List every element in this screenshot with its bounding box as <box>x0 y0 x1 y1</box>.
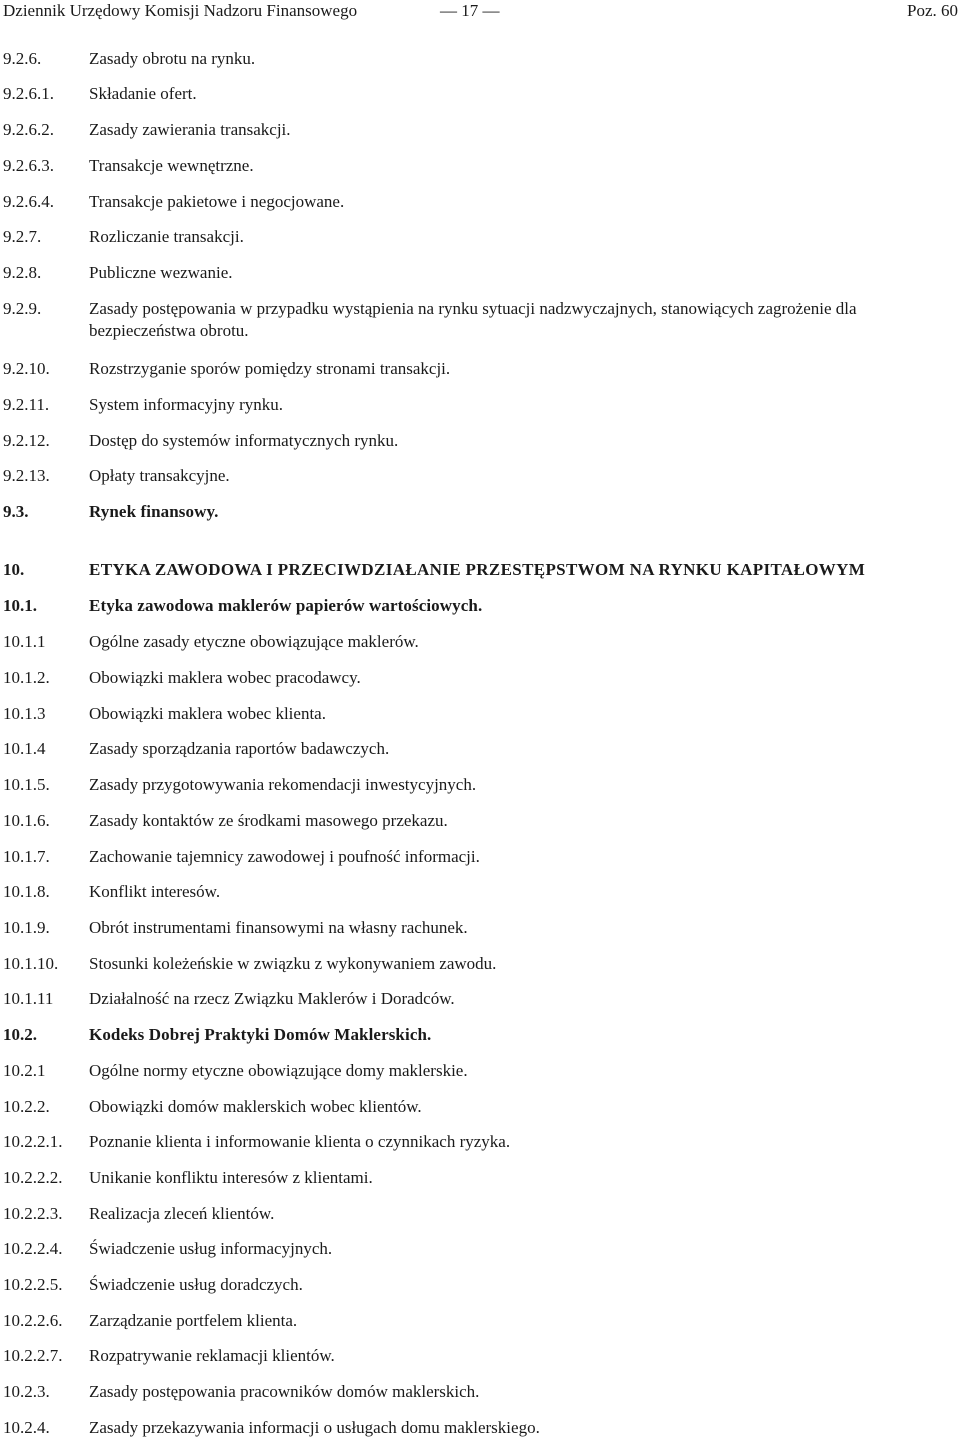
toc-entry-title: Transakcje wewnętrzne. <box>89 156 254 175</box>
toc-entry-number: 10.1.6. <box>3 811 50 830</box>
toc-entry-number: 9.2.6.1. <box>3 84 54 103</box>
toc-entry-title: Zasady obrotu na rynku. <box>89 49 256 68</box>
toc-entry-title: Zasady kontaktów ze środkami masowego przekazu. <box>89 811 448 830</box>
toc-entry-title: Świadczenie usług informacyjnych. <box>89 1239 333 1258</box>
toc-entry-number: 10.1.10. <box>3 954 59 973</box>
toc-entry-title: Zasady przekazywania informacji o usługach domu maklerskiego. <box>89 1418 540 1437</box>
toc-entry-number: 10. <box>3 560 25 579</box>
toc-entry-title: Realizacja zleceń klientów. <box>89 1204 275 1223</box>
toc-entry-title: Rozstrzyganie sporów pomiędzy stronami transakcji. <box>89 359 451 378</box>
toc-entry-title: System informacyjny rynku. <box>89 395 284 414</box>
toc-entry-title: Składanie ofert. <box>89 84 197 103</box>
toc-entry-title: Zasady postępowania pracowników domów maklerskich. <box>89 1382 480 1401</box>
toc-entry-title: Transakcje pakietowe i negocjowane. <box>89 192 345 211</box>
toc-entry-number: 9.2.9. <box>3 299 42 318</box>
toc-entry-number: 10.1.2. <box>3 668 50 687</box>
toc-entry-number: 9.2.13. <box>3 466 50 485</box>
toc-entry-title: ETYKA ZAWODOWA I PRZECIWDZIAŁANIE PRZESTĘPSTWOM NA RYNKU KAPITAŁOWYM <box>89 560 866 579</box>
toc-entry-title: Zasady zawierania transakcji. <box>89 120 291 139</box>
toc-entry-title: Zasady sporządzania raportów badawczych. <box>89 739 390 758</box>
toc-entry-number: 9.2.7. <box>3 227 42 246</box>
toc-entry-title: Obowiązki domów maklerskich wobec klientów. <box>89 1097 422 1116</box>
toc-entry-number: 10.1.11 <box>3 989 54 1008</box>
toc-entry-number: 10.1. <box>3 596 37 615</box>
toc-entry-number: 10.1.7. <box>3 847 50 866</box>
toc-entry-title: Poznanie klienta i informowanie klienta o czynnikach ryzyka. <box>89 1132 511 1151</box>
toc-entry-number: 9.2.6.3. <box>3 156 54 175</box>
toc-entry-title: Zarządzanie portfelem klienta. <box>89 1311 298 1330</box>
toc-entry-title: Obowiązki maklera wobec pracodawcy. <box>89 668 361 687</box>
toc-entry-title: Stosunki koleżeńskie w związku z wykonywaniem zawodu. <box>89 954 497 973</box>
toc-entry-number: 9.2.6.2. <box>3 120 54 139</box>
toc-entry-title: Obrót instrumentami finansowymi na własny rachunek. <box>89 918 468 937</box>
toc-entry-title: Etyka zawodowa maklerów papierów wartościowych. <box>89 596 483 615</box>
position-label: Poz. 60 <box>907 1 958 20</box>
toc-entry-title: Zachowanie tajemnicy zawodowej i poufność informacji. <box>89 847 480 866</box>
toc-entry-number: 10.2.2.5. <box>3 1275 63 1294</box>
toc-entry-title: Publiczne wezwanie. <box>89 263 233 282</box>
toc-entry-title: Rozpatrywanie reklamacji klientów. <box>89 1346 335 1365</box>
toc-entry-number: 10.2.2.3. <box>3 1204 63 1223</box>
toc-entry-number: 9.2.8. <box>3 263 42 282</box>
toc-entry-number: 9.2.6.4. <box>3 192 54 211</box>
toc-entry-title: Rozliczanie transakcji. <box>89 227 244 246</box>
toc-entry-title: Obowiązki maklera wobec klienta. <box>89 704 326 723</box>
toc-entry-title: Konflikt interesów. <box>89 882 221 901</box>
toc-entry-number: 9.2.11. <box>3 395 50 414</box>
toc-entry-title: Działalność na rzecz Związku Maklerów i Doradców. <box>89 989 455 1008</box>
toc-entry-title: Rynek finansowy. <box>89 502 219 521</box>
toc-entry-title: Opłaty transakcyjne. <box>89 466 230 485</box>
toc-entry-title: Zasady przygotowywania rekomendacji inwestycyjnych. <box>89 775 477 794</box>
toc-entry-number: 10.2.3. <box>3 1382 50 1401</box>
toc-entry-number: 10.1.3 <box>3 704 46 723</box>
toc-entry-number: 10.2.2. <box>3 1097 50 1116</box>
toc-entry-number: 10.2.2.1. <box>3 1132 63 1151</box>
toc-entry-number: 9.3. <box>3 502 29 521</box>
toc-entry-number: 10.2.2.2. <box>3 1168 63 1187</box>
toc-entry-number: 10.2.2.6. <box>3 1311 63 1330</box>
toc-entry-title: Zasady postępowania w przypadku wystąpienia na rynku sytuacji nadzwyczajnych, stanowiących zagrożenie dla bezpieczeństwa obrotu. <box>89 299 857 340</box>
toc-entry-number: 10.2.2.7. <box>3 1346 63 1365</box>
toc-entry-title: Kodeks Dobrej Praktyki Domów Maklerskich. <box>89 1025 432 1044</box>
toc-entry-number: 10.1.1 <box>3 632 46 651</box>
toc-entry-number: 9.2.10. <box>3 359 50 378</box>
toc-entry-number: 10.2.4. <box>3 1418 50 1437</box>
page-header <box>0 0 960 26</box>
toc-entry-number: 10.1.9. <box>3 918 50 937</box>
toc-entry-title: Świadczenie usług doradczych. <box>89 1275 303 1294</box>
toc-entry-title: Ogólne normy etyczne obowiązujące domy maklerskie. <box>89 1061 468 1080</box>
toc-entry-number: 10.1.4 <box>3 739 46 758</box>
toc-entry-number: 9.2.6. <box>3 49 42 68</box>
toc-entry-number: 10.2. <box>3 1025 37 1044</box>
toc-entry-number: 10.2.2.4. <box>3 1239 63 1258</box>
toc-entry-number: 9.2.12. <box>3 431 50 450</box>
toc-entry-number: 10.2.1 <box>3 1061 46 1080</box>
toc-entry-number: 10.1.5. <box>3 775 50 794</box>
toc-entry-number: 10.1.8. <box>3 882 50 901</box>
journal-title: Dziennik Urzędowy Komisji Nadzoru Finansowego <box>3 1 358 20</box>
page-number: — 17 — <box>440 1 500 20</box>
toc-entry-title: Unikanie konfliktu interesów z klientami. <box>89 1168 373 1187</box>
toc-entry-title: Dostęp do systemów informatycznych rynku. <box>89 431 399 450</box>
toc-entry-title: Ogólne zasady etyczne obowiązujące maklerów. <box>89 632 419 651</box>
